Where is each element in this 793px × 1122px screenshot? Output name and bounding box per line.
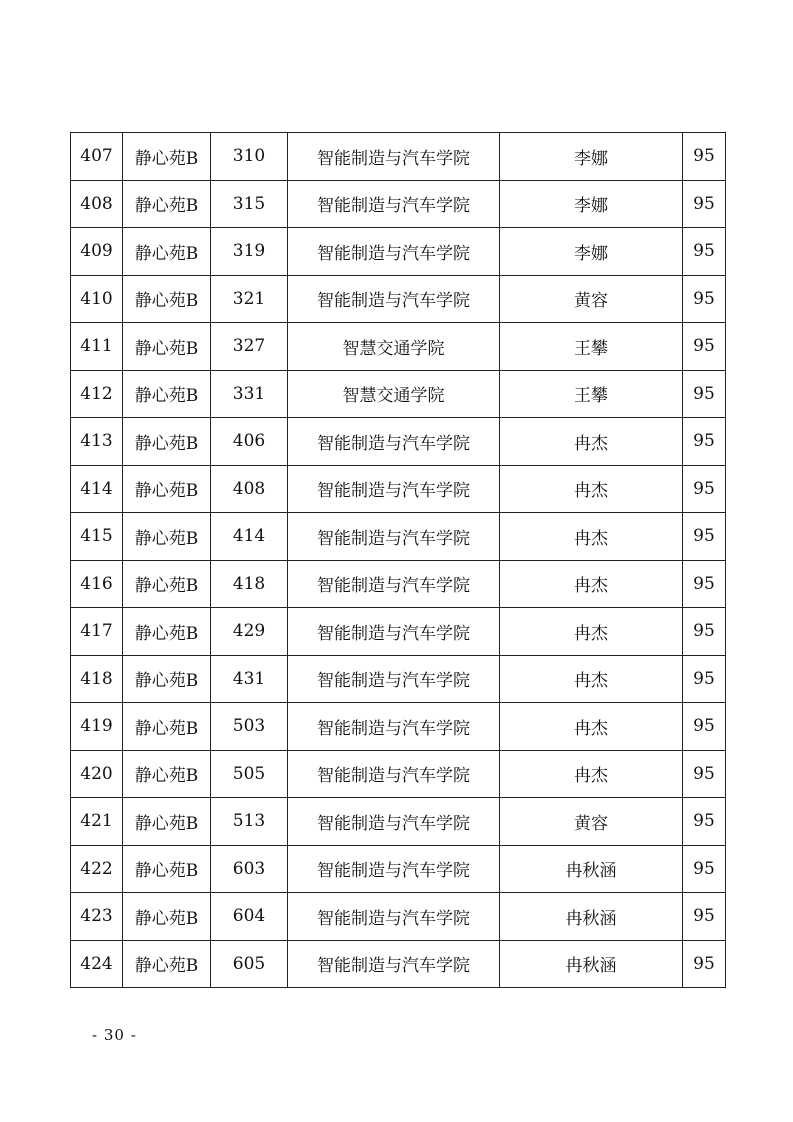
building-cell: 静心苑B bbox=[123, 703, 211, 751]
row-number: 407 bbox=[71, 133, 123, 181]
table-row bbox=[71, 370, 726, 418]
room-cell: 603 bbox=[211, 845, 288, 893]
building-cell: 静心苑B bbox=[123, 418, 211, 466]
table-row bbox=[71, 133, 726, 181]
row-number: 411 bbox=[71, 323, 123, 371]
room-cell: 406 bbox=[211, 418, 288, 466]
score-cell: 95 bbox=[683, 228, 726, 276]
building-cell: 静心苑B bbox=[123, 893, 211, 941]
counselor-cell: 冉杰 bbox=[500, 608, 683, 656]
counselor-cell: 冉杰 bbox=[500, 703, 683, 751]
college-cell: 智能制造与汽车学院 bbox=[288, 513, 500, 561]
counselor-cell: 冉杰 bbox=[500, 750, 683, 798]
room-cell: 327 bbox=[211, 323, 288, 371]
room-cell: 319 bbox=[211, 228, 288, 276]
row-number: 416 bbox=[71, 560, 123, 608]
score-cell: 95 bbox=[683, 180, 726, 228]
table-row bbox=[71, 560, 726, 608]
counselor-cell: 李娜 bbox=[500, 228, 683, 276]
room-cell: 315 bbox=[211, 180, 288, 228]
page-number: - 30 - bbox=[92, 1026, 137, 1044]
college-cell: 智能制造与汽车学院 bbox=[288, 228, 500, 276]
row-number: 421 bbox=[71, 798, 123, 846]
row-number: 414 bbox=[71, 465, 123, 513]
score-cell: 95 bbox=[683, 465, 726, 513]
table-row bbox=[71, 893, 726, 941]
building-cell: 静心苑B bbox=[123, 465, 211, 513]
score-cell: 95 bbox=[683, 655, 726, 703]
counselor-cell: 黄容 bbox=[500, 798, 683, 846]
college-cell: 智慧交通学院 bbox=[288, 370, 500, 418]
table-row bbox=[71, 798, 726, 846]
room-cell: 418 bbox=[211, 560, 288, 608]
building-cell: 静心苑B bbox=[123, 798, 211, 846]
table-body bbox=[71, 133, 726, 988]
building-cell: 静心苑B bbox=[123, 655, 211, 703]
score-cell: 95 bbox=[683, 608, 726, 656]
counselor-cell: 王攀 bbox=[500, 370, 683, 418]
building-cell: 静心苑B bbox=[123, 560, 211, 608]
row-number: 420 bbox=[71, 750, 123, 798]
table-row bbox=[71, 703, 726, 751]
score-cell: 95 bbox=[683, 703, 726, 751]
score-cell: 95 bbox=[683, 370, 726, 418]
counselor-cell: 冉杰 bbox=[500, 655, 683, 703]
row-number: 415 bbox=[71, 513, 123, 561]
row-number: 408 bbox=[71, 180, 123, 228]
table-row bbox=[71, 608, 726, 656]
table-row bbox=[71, 180, 726, 228]
room-cell: 331 bbox=[211, 370, 288, 418]
counselor-cell: 冉杰 bbox=[500, 513, 683, 561]
room-cell: 408 bbox=[211, 465, 288, 513]
college-cell: 智能制造与汽车学院 bbox=[288, 940, 500, 988]
college-cell: 智能制造与汽车学院 bbox=[288, 703, 500, 751]
building-cell: 静心苑B bbox=[123, 750, 211, 798]
row-number: 424 bbox=[71, 940, 123, 988]
score-cell: 95 bbox=[683, 418, 726, 466]
counselor-cell: 冉杰 bbox=[500, 465, 683, 513]
score-cell: 95 bbox=[683, 323, 726, 371]
table-row bbox=[71, 275, 726, 323]
room-cell: 605 bbox=[211, 940, 288, 988]
score-cell: 95 bbox=[683, 940, 726, 988]
college-cell: 智能制造与汽车学院 bbox=[288, 133, 500, 181]
college-cell: 智能制造与汽车学院 bbox=[288, 750, 500, 798]
table-row bbox=[71, 323, 726, 371]
college-cell: 智能制造与汽车学院 bbox=[288, 465, 500, 513]
table-row bbox=[71, 465, 726, 513]
building-cell: 静心苑B bbox=[123, 180, 211, 228]
building-cell: 静心苑B bbox=[123, 608, 211, 656]
row-number: 412 bbox=[71, 370, 123, 418]
counselor-cell: 李娜 bbox=[500, 133, 683, 181]
dormitory-score-table bbox=[70, 132, 726, 988]
building-cell: 静心苑B bbox=[123, 940, 211, 988]
room-cell: 503 bbox=[211, 703, 288, 751]
table-row bbox=[71, 845, 726, 893]
counselor-cell: 冉杰 bbox=[500, 560, 683, 608]
building-cell: 静心苑B bbox=[123, 513, 211, 561]
room-cell: 429 bbox=[211, 608, 288, 656]
building-cell: 静心苑B bbox=[123, 370, 211, 418]
counselor-cell: 冉杰 bbox=[500, 418, 683, 466]
row-number: 422 bbox=[71, 845, 123, 893]
score-cell: 95 bbox=[683, 513, 726, 561]
room-cell: 604 bbox=[211, 893, 288, 941]
row-number: 423 bbox=[71, 893, 123, 941]
college-cell: 智能制造与汽车学院 bbox=[288, 275, 500, 323]
counselor-cell: 黄容 bbox=[500, 275, 683, 323]
building-cell: 静心苑B bbox=[123, 275, 211, 323]
score-cell: 95 bbox=[683, 798, 726, 846]
room-cell: 513 bbox=[211, 798, 288, 846]
counselor-cell: 冉秋涵 bbox=[500, 845, 683, 893]
table-row bbox=[71, 655, 726, 703]
score-cell: 95 bbox=[683, 750, 726, 798]
counselor-cell: 冉秋涵 bbox=[500, 940, 683, 988]
table-row bbox=[71, 750, 726, 798]
score-cell: 95 bbox=[683, 133, 726, 181]
table-row bbox=[71, 418, 726, 466]
row-number: 418 bbox=[71, 655, 123, 703]
college-cell: 智慧交通学院 bbox=[288, 323, 500, 371]
room-cell: 431 bbox=[211, 655, 288, 703]
table-row bbox=[71, 940, 726, 988]
counselor-cell: 李娜 bbox=[500, 180, 683, 228]
room-cell: 414 bbox=[211, 513, 288, 561]
college-cell: 智能制造与汽车学院 bbox=[288, 180, 500, 228]
counselor-cell: 王攀 bbox=[500, 323, 683, 371]
score-cell: 95 bbox=[683, 845, 726, 893]
college-cell: 智能制造与汽车学院 bbox=[288, 845, 500, 893]
college-cell: 智能制造与汽车学院 bbox=[288, 608, 500, 656]
row-number: 410 bbox=[71, 275, 123, 323]
row-number: 413 bbox=[71, 418, 123, 466]
room-cell: 505 bbox=[211, 750, 288, 798]
row-number: 409 bbox=[71, 228, 123, 276]
room-cell: 310 bbox=[211, 133, 288, 181]
score-cell: 95 bbox=[683, 893, 726, 941]
college-cell: 智能制造与汽车学院 bbox=[288, 798, 500, 846]
building-cell: 静心苑B bbox=[123, 845, 211, 893]
building-cell: 静心苑B bbox=[123, 323, 211, 371]
college-cell: 智能制造与汽车学院 bbox=[288, 560, 500, 608]
building-cell: 静心苑B bbox=[123, 133, 211, 181]
college-cell: 智能制造与汽车学院 bbox=[288, 655, 500, 703]
college-cell: 智能制造与汽车学院 bbox=[288, 893, 500, 941]
table-row bbox=[71, 513, 726, 561]
row-number: 419 bbox=[71, 703, 123, 751]
counselor-cell: 冉秋涵 bbox=[500, 893, 683, 941]
table-row bbox=[71, 228, 726, 276]
score-cell: 95 bbox=[683, 275, 726, 323]
college-cell: 智能制造与汽车学院 bbox=[288, 418, 500, 466]
row-number: 417 bbox=[71, 608, 123, 656]
building-cell: 静心苑B bbox=[123, 228, 211, 276]
score-cell: 95 bbox=[683, 560, 726, 608]
room-cell: 321 bbox=[211, 275, 288, 323]
